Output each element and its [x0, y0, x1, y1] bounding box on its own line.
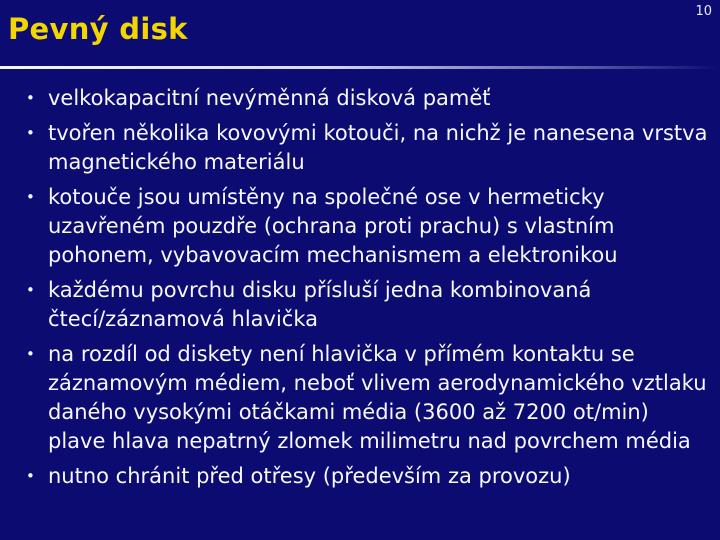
bullet-item [26, 183, 712, 269]
bullet-item [26, 84, 712, 113]
bullet-text: velkokapacitní nevýměnná disková paměť [48, 86, 491, 110]
bullet-text: nutno chránit před otřesy (především za provozu) [48, 464, 571, 489]
bullet-item [26, 119, 712, 177]
bullet-text: každému povrchu disku přísluší jedna kombinovaná čtecí/záznamová hlavička [48, 278, 592, 332]
bullet-icon: • [26, 467, 35, 486]
slide-title: Pevný disk [8, 12, 188, 46]
title-divider [0, 66, 720, 69]
bullet-icon: • [26, 345, 35, 364]
bullet-icon: • [26, 89, 35, 107]
bullet-text: kotouče jsou umístěny na společné ose v hermeticky uzavřeném pouzdře (ochrana proti prachu) s vlastním pohonem, vybavovacím mechanismem a elektronikou [48, 185, 618, 267]
bullet-item [26, 340, 712, 455]
bullet-list [26, 84, 712, 497]
bullet-item [26, 462, 712, 491]
page-number: 10 [695, 4, 712, 19]
bullet-item [26, 276, 712, 334]
bullet-icon: • [26, 188, 35, 207]
bullet-text: na rozdíl od diskety není hlavička v přímém kontaktu se záznamovým médiem, neboť vlivem aerodynamického vztlaku daného vysokými otáčkami média (3600 až 7200 ot/min) plave hlava nepatrný zlomek milimetru nad povrchem média [48, 342, 707, 453]
bullet-icon: • [26, 281, 35, 300]
bullet-icon: • [26, 124, 35, 143]
bullet-text: tvořen několika kovovými kotouči, na nichž je nanesena vrstva magnetického materiálu [48, 121, 708, 175]
